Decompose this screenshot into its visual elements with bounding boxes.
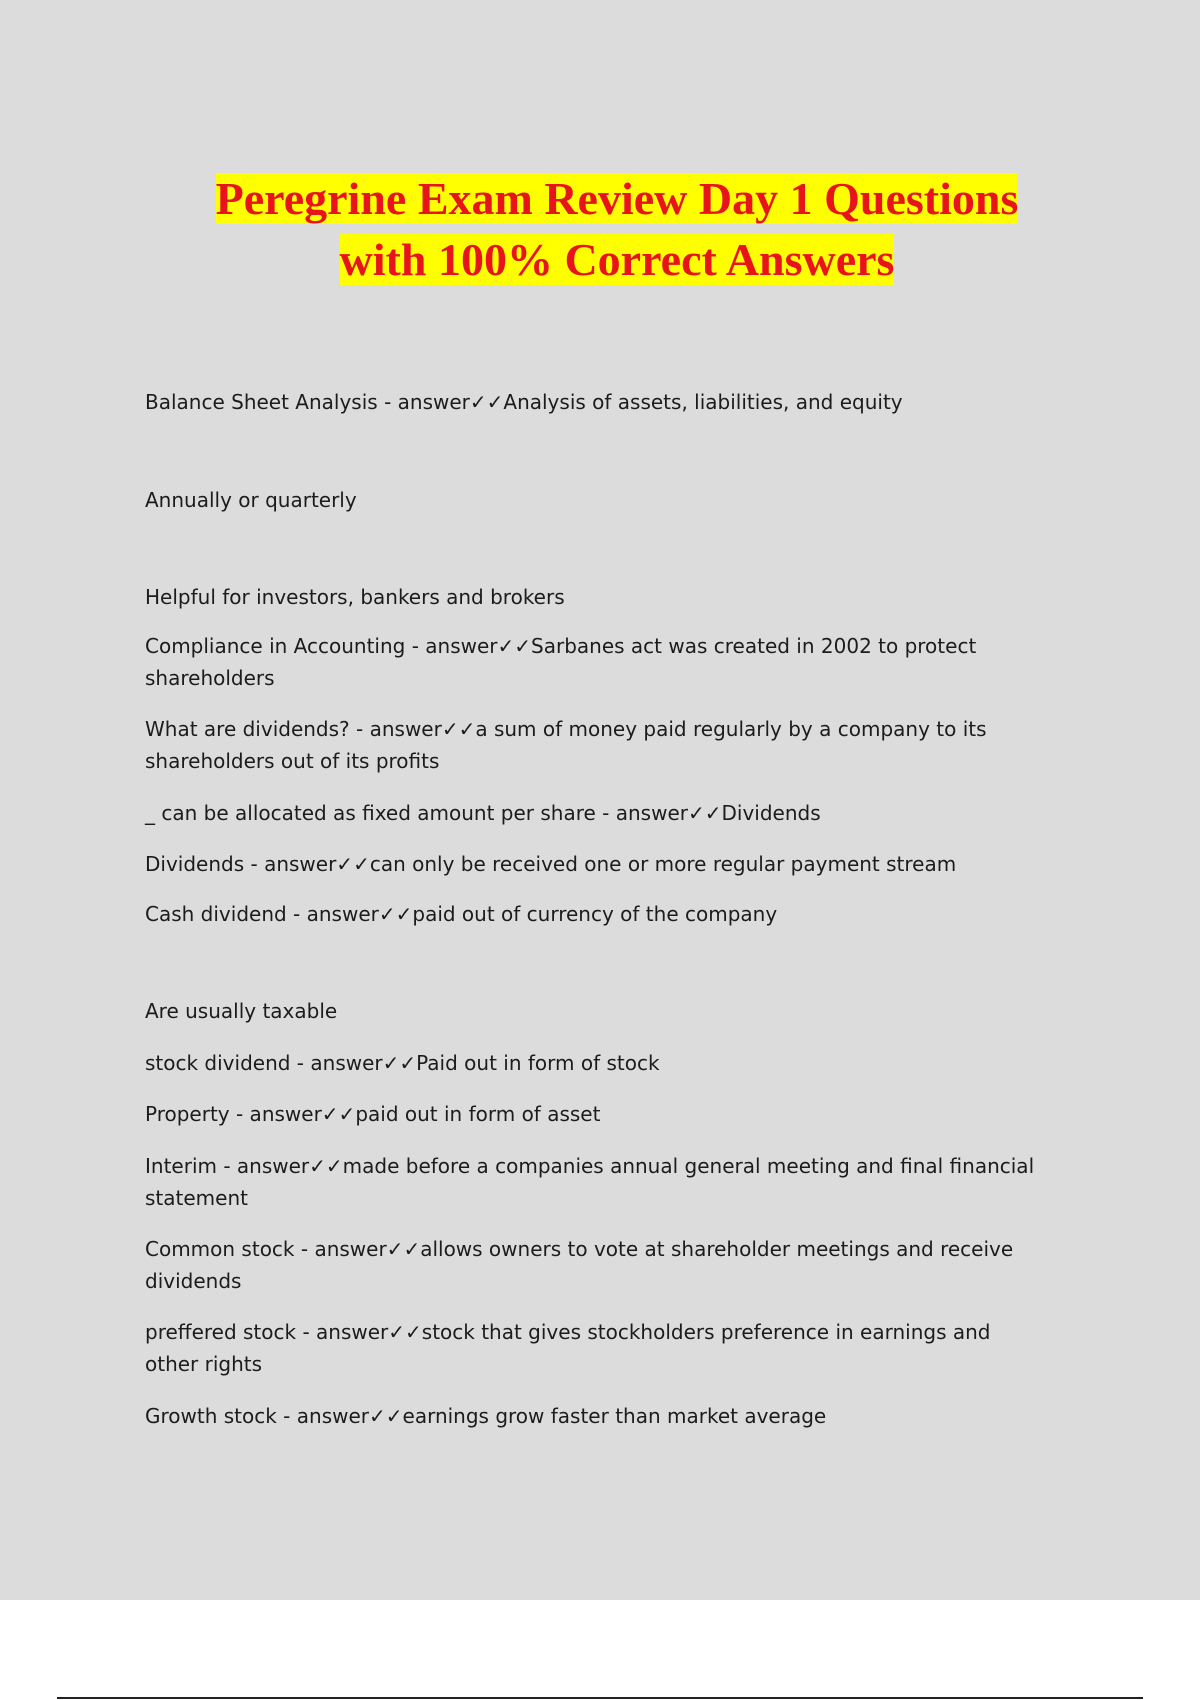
qa-item-what-are-dividends: What are dividends? - answer✓✓a sum of money paid regularly by a company to its shareholders out of its profits [145,717,987,773]
qa-note-helpful: Helpful for investors, bankers and brokers [145,585,565,609]
qa-item-compliance: Compliance in Accounting - answer✓✓Sarbanes act was created in 2002 to protect shareholders [145,634,977,690]
qa-item-interim: Interim - answer✓✓made before a companies annual general meeting and final financial statement [145,1154,1035,1210]
qa-item-dividends: Dividends - answer✓✓can only be received one or more regular payment stream [145,852,957,876]
qa-item-cash-dividend: Cash dividend - answer✓✓paid out of currency of the company [145,902,778,926]
qa-item-preffered-stock: preffered stock - answer✓✓stock that gives stockholders preference in earnings and other rights [145,1320,991,1376]
qa-note-taxable: Are usually taxable [145,999,338,1023]
qa-note-annually: Annually or quarterly [145,488,357,512]
title-line-1: Peregrine Exam Review Day 1 Questions [215,173,1019,224]
document-title [0,168,1200,290]
qa-item-property: Property - answer✓✓paid out in form of asset [145,1102,601,1126]
title-line-2: with 100% Correct Answers [339,234,895,285]
qa-item-allocated: _ can be allocated as fixed amount per share - answer✓✓Dividends [145,801,821,825]
page-divider [57,1697,1143,1699]
qa-item-growth-stock: Growth stock - answer✓✓earnings grow faster than market average [145,1404,827,1428]
qa-item-stock-dividend: stock dividend - answer✓✓Paid out in form of stock [145,1051,660,1075]
qa-item-balance-sheet: Balance Sheet Analysis - answer✓✓Analysis of assets, liabilities, and equity [145,390,903,414]
qa-item-common-stock: Common stock - answer✓✓allows owners to vote at shareholder meetings and receive dividends [145,1237,1014,1293]
